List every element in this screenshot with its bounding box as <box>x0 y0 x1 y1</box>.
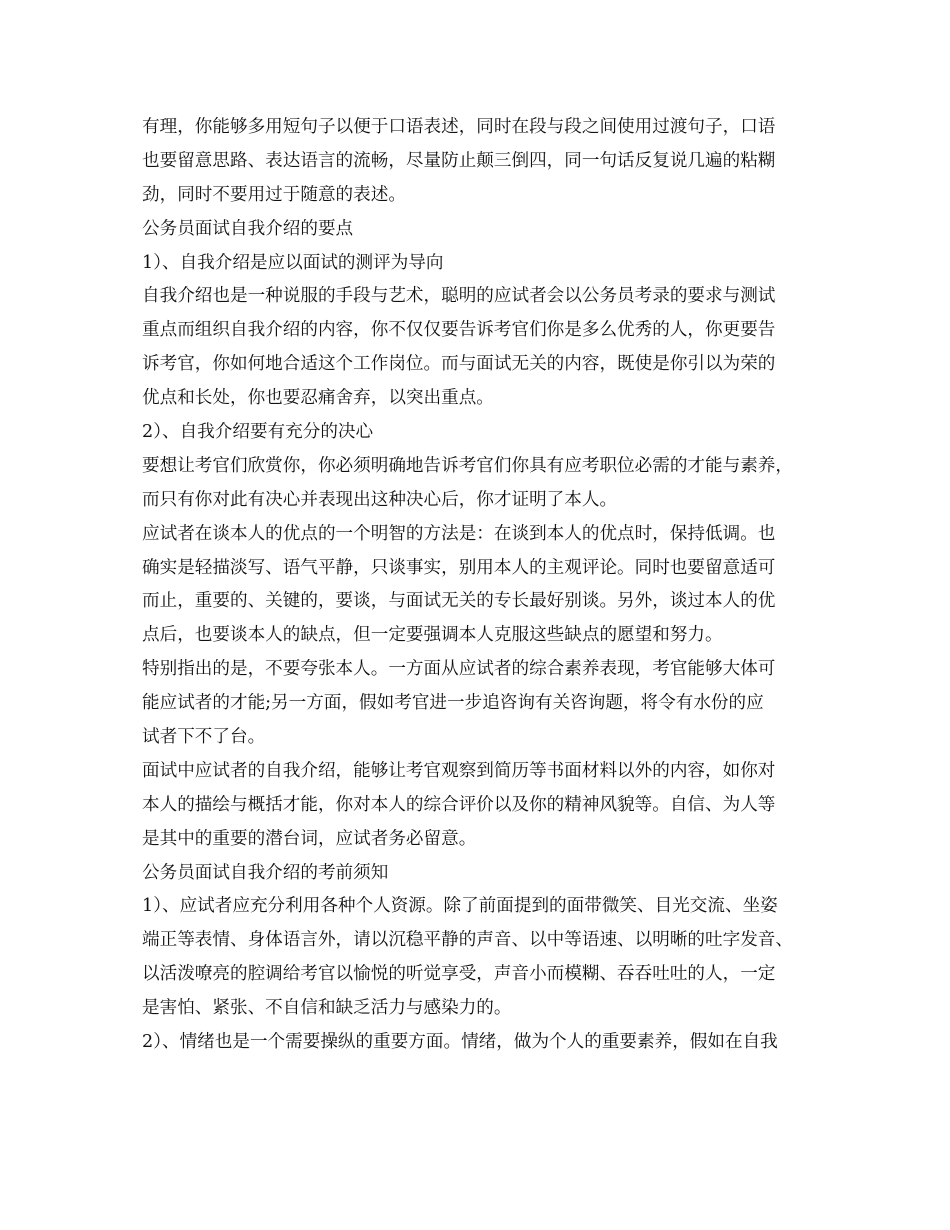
text-line-12: 而只有你对此有决心并表现出这种决心后，你才证明了本人。 <box>142 489 618 510</box>
text-line-18: 能应试者的才能;另一方面，假如考官进一步追咨询有关咨询题，将令有水份的应 <box>142 693 764 714</box>
text-line-17: 特别指出的是，不要夸张本人。一方面从应试者的综合素养表现，考官能够大体可 <box>142 659 776 680</box>
text-line-16: 点后，也要谈本人的缺点，但一定要强调本人克服这些缺点的愿望和努力。 <box>142 625 723 646</box>
text-line-3: 劲，同时不要用过于随意的表述。 <box>142 184 406 205</box>
text-line-2: 也要留意思路、表达语言的流畅，尽量防止颠三倒四，同一句话反复说几遍的粘糊 <box>142 150 776 171</box>
text-line-25: 端正等表情、身体语言外，请以沉稳平静的声音、以中等语速、以明晰的吐字发音、 <box>142 930 793 951</box>
text-line-27: 是害怕、紧张、不自信和缺乏活力与感染力的。 <box>142 998 512 1019</box>
text-line-11: 要想让考官们欣赏你，你必须明确地告诉考官们你具有应考职位必需的才能与素养， <box>142 455 793 476</box>
section-heading-notes: 公务员面试自我介绍的考前须知 <box>142 862 389 883</box>
text-line-14: 确实是轻描淡写、语气平静，只谈事实，别用本人的主观评论。同时也要留意适可 <box>142 557 776 578</box>
text-line-13: 应试者在谈本人的优点的一个明智的方法是：在谈到本人的优点时，保持低调。也 <box>142 523 776 544</box>
document-body <box>142 111 814 1060</box>
text-line-8: 诉考官，你如何地合适这个工作岗位。而与面试无关的内容，既使是你引以为荣的 <box>142 354 776 375</box>
subheading-2: 2）、自我介绍要有充分的决心 <box>142 422 374 443</box>
text-line-24: 1）、应试者应充分利用各种个人资源。除了前面提到的面带微笑、目光交流、坐姿 <box>142 896 778 917</box>
section-heading-key-points: 公务员面试自我介绍的要点 <box>142 218 354 239</box>
text-line-28: 2）、情绪也是一个需要操纵的重要方面。情绪，做为个人的重要素养，假如在自我 <box>142 1032 778 1053</box>
text-line-1: 有理，你能够多用短句子以便于口语表述，同时在段与段之间使用过渡句子，口语 <box>142 117 776 137</box>
text-line-6: 自我介绍也是一种说服的手段与艺术，聪明的应试者会以公务员考录的要求与测试 <box>142 286 776 307</box>
text-line-7: 重点而组织自我介绍的内容，你不仅仅要告诉考官们你是多么优秀的人，你更要告 <box>142 320 776 341</box>
text-line-21: 本人的描绘与概括才能，你对本人的综合评价以及你的精神风貌等。自信、为人等 <box>142 794 776 815</box>
text-line-15: 而止，重要的、关键的，要谈，与面试无关的专长最好别谈。另外，谈过本人的优 <box>142 591 776 612</box>
text-line-26: 以活泼嘹亮的腔调给考官以愉悦的听觉享受，声音小而模糊、吞吞吐吐的人，一定 <box>142 964 776 985</box>
text-line-19: 试者下不了台。 <box>142 727 266 748</box>
subheading-1: 1）、自我介绍是应以面试的测评为导向 <box>142 252 444 273</box>
text-line-9: 优点和长处，你也要忍痛舍弃，以突出重点。 <box>142 388 494 409</box>
text-line-22: 是其中的重要的潜台词，应试者务必留意。 <box>142 828 477 849</box>
text-line-20: 面试中应试者的自我介绍，能够让考官观察到简历等书面材料以外的内容，如你对 <box>142 760 776 781</box>
